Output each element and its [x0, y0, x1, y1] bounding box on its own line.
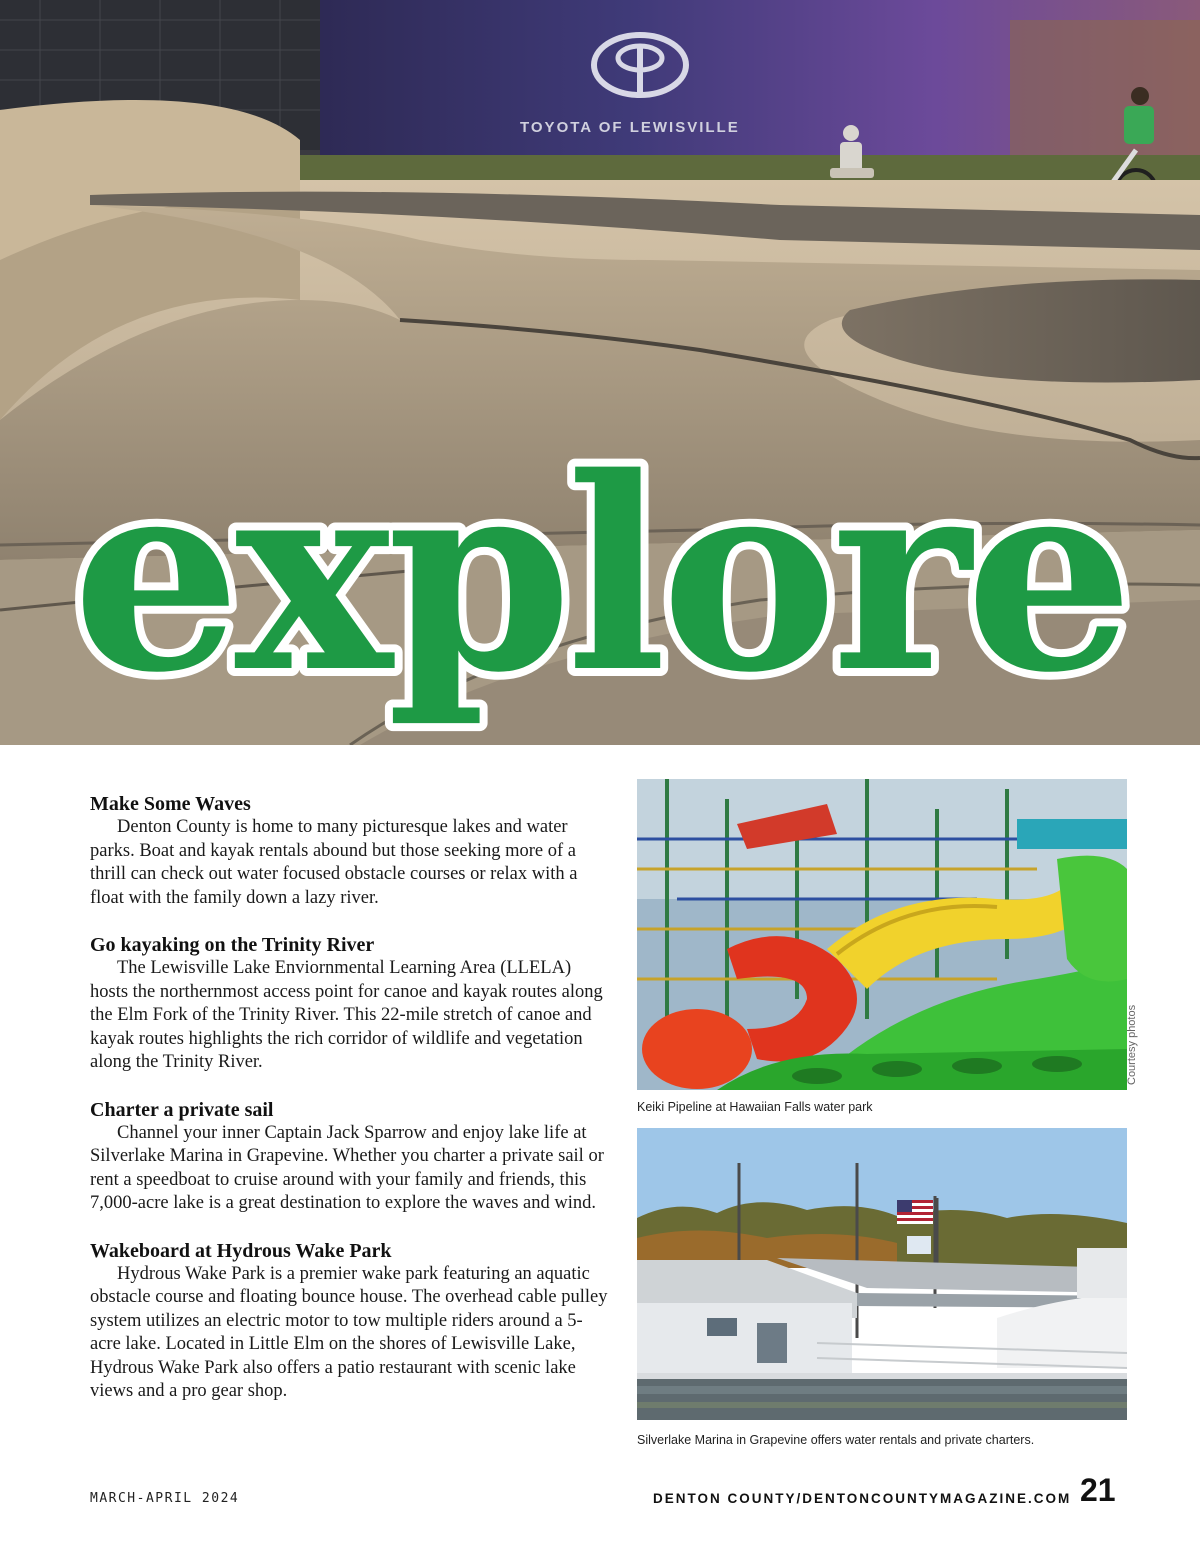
section-wake-park: [90, 1239, 610, 1404]
section-kayaking: [90, 933, 610, 1075]
section-paragraph: Channel your inner Captain Jack Sparrow and enjoy lake life at Silverlake Marina in Grapevine. Whether you charter a private sail or rent a speedboat to cruise around with your family and friends, this 7,000-acre lake is a great destination to explore the waves and wind.: [90, 1122, 604, 1213]
waterpark-caption: Keiki Pipeline at Hawaiian Falls water park: [637, 1100, 873, 1114]
waterpark-photo: [637, 779, 1127, 1090]
skatepark-illustration: [0, 0, 1200, 745]
section-heading: Go kayaking on the Trinity River: [90, 934, 375, 956]
photo-credit: Courtesy photos: [1126, 1004, 1138, 1085]
section-heading: Charter a private sail: [90, 1098, 274, 1121]
section-make-some-waves: [90, 792, 610, 910]
footer-publication: DENTON COUNTY/DENTONCOUNTYMAGAZINE.COM: [653, 1491, 1072, 1506]
marina-photo: [637, 1128, 1127, 1420]
marina-caption: Silverlake Marina in Grapevine offers water rentals and private charters.: [637, 1433, 1035, 1447]
explore-title: explore: [72, 420, 1128, 731]
section-paragraph: Hydrous Wake Park is a premier wake park featuring an aquatic obstacle course and floating bounce house. The overhead cable pulley system utilizes an electric motor to tow multiple riders around a 5-acre lake. Located in Little Elm on the shores of Lewisville Lake, Hydrous Wake Park also offers a patio restaurant with scenic lake views and a pro gear shop.: [90, 1263, 608, 1401]
hero-photo: [0, 0, 1200, 745]
section-private-sail: [90, 1098, 610, 1216]
section-paragraph: The Lewisville Lake Enviornmental Learning Area (LLELA) hosts the northernmost access point for canoe and kayak routes along the Elm Fork of the Trinity River. This 22-mile stretch of canoe and kayak routes highlights the rich corridor of wildlife and vegetation along the Trinity River.: [90, 958, 603, 1072]
banner-text: TOYOTA OF LEWISVILLE: [520, 119, 740, 136]
section-heading: Make Some Waves: [90, 793, 251, 815]
footer-issue-date: MARCH-APRIL 2024: [90, 1491, 240, 1506]
section-paragraph: Denton County is home to many picturesque lakes and water parks. Boat and kayak rentals abound but those seeking more of a thrill can check out water focused obstacle courses or relax with a float with the family down a lazy river.: [90, 817, 578, 908]
page-number: 21: [1080, 1472, 1116, 1508]
section-heading: Wakeboard at Hydrous Wake Park: [90, 1239, 392, 1262]
article-body: [90, 792, 610, 1427]
